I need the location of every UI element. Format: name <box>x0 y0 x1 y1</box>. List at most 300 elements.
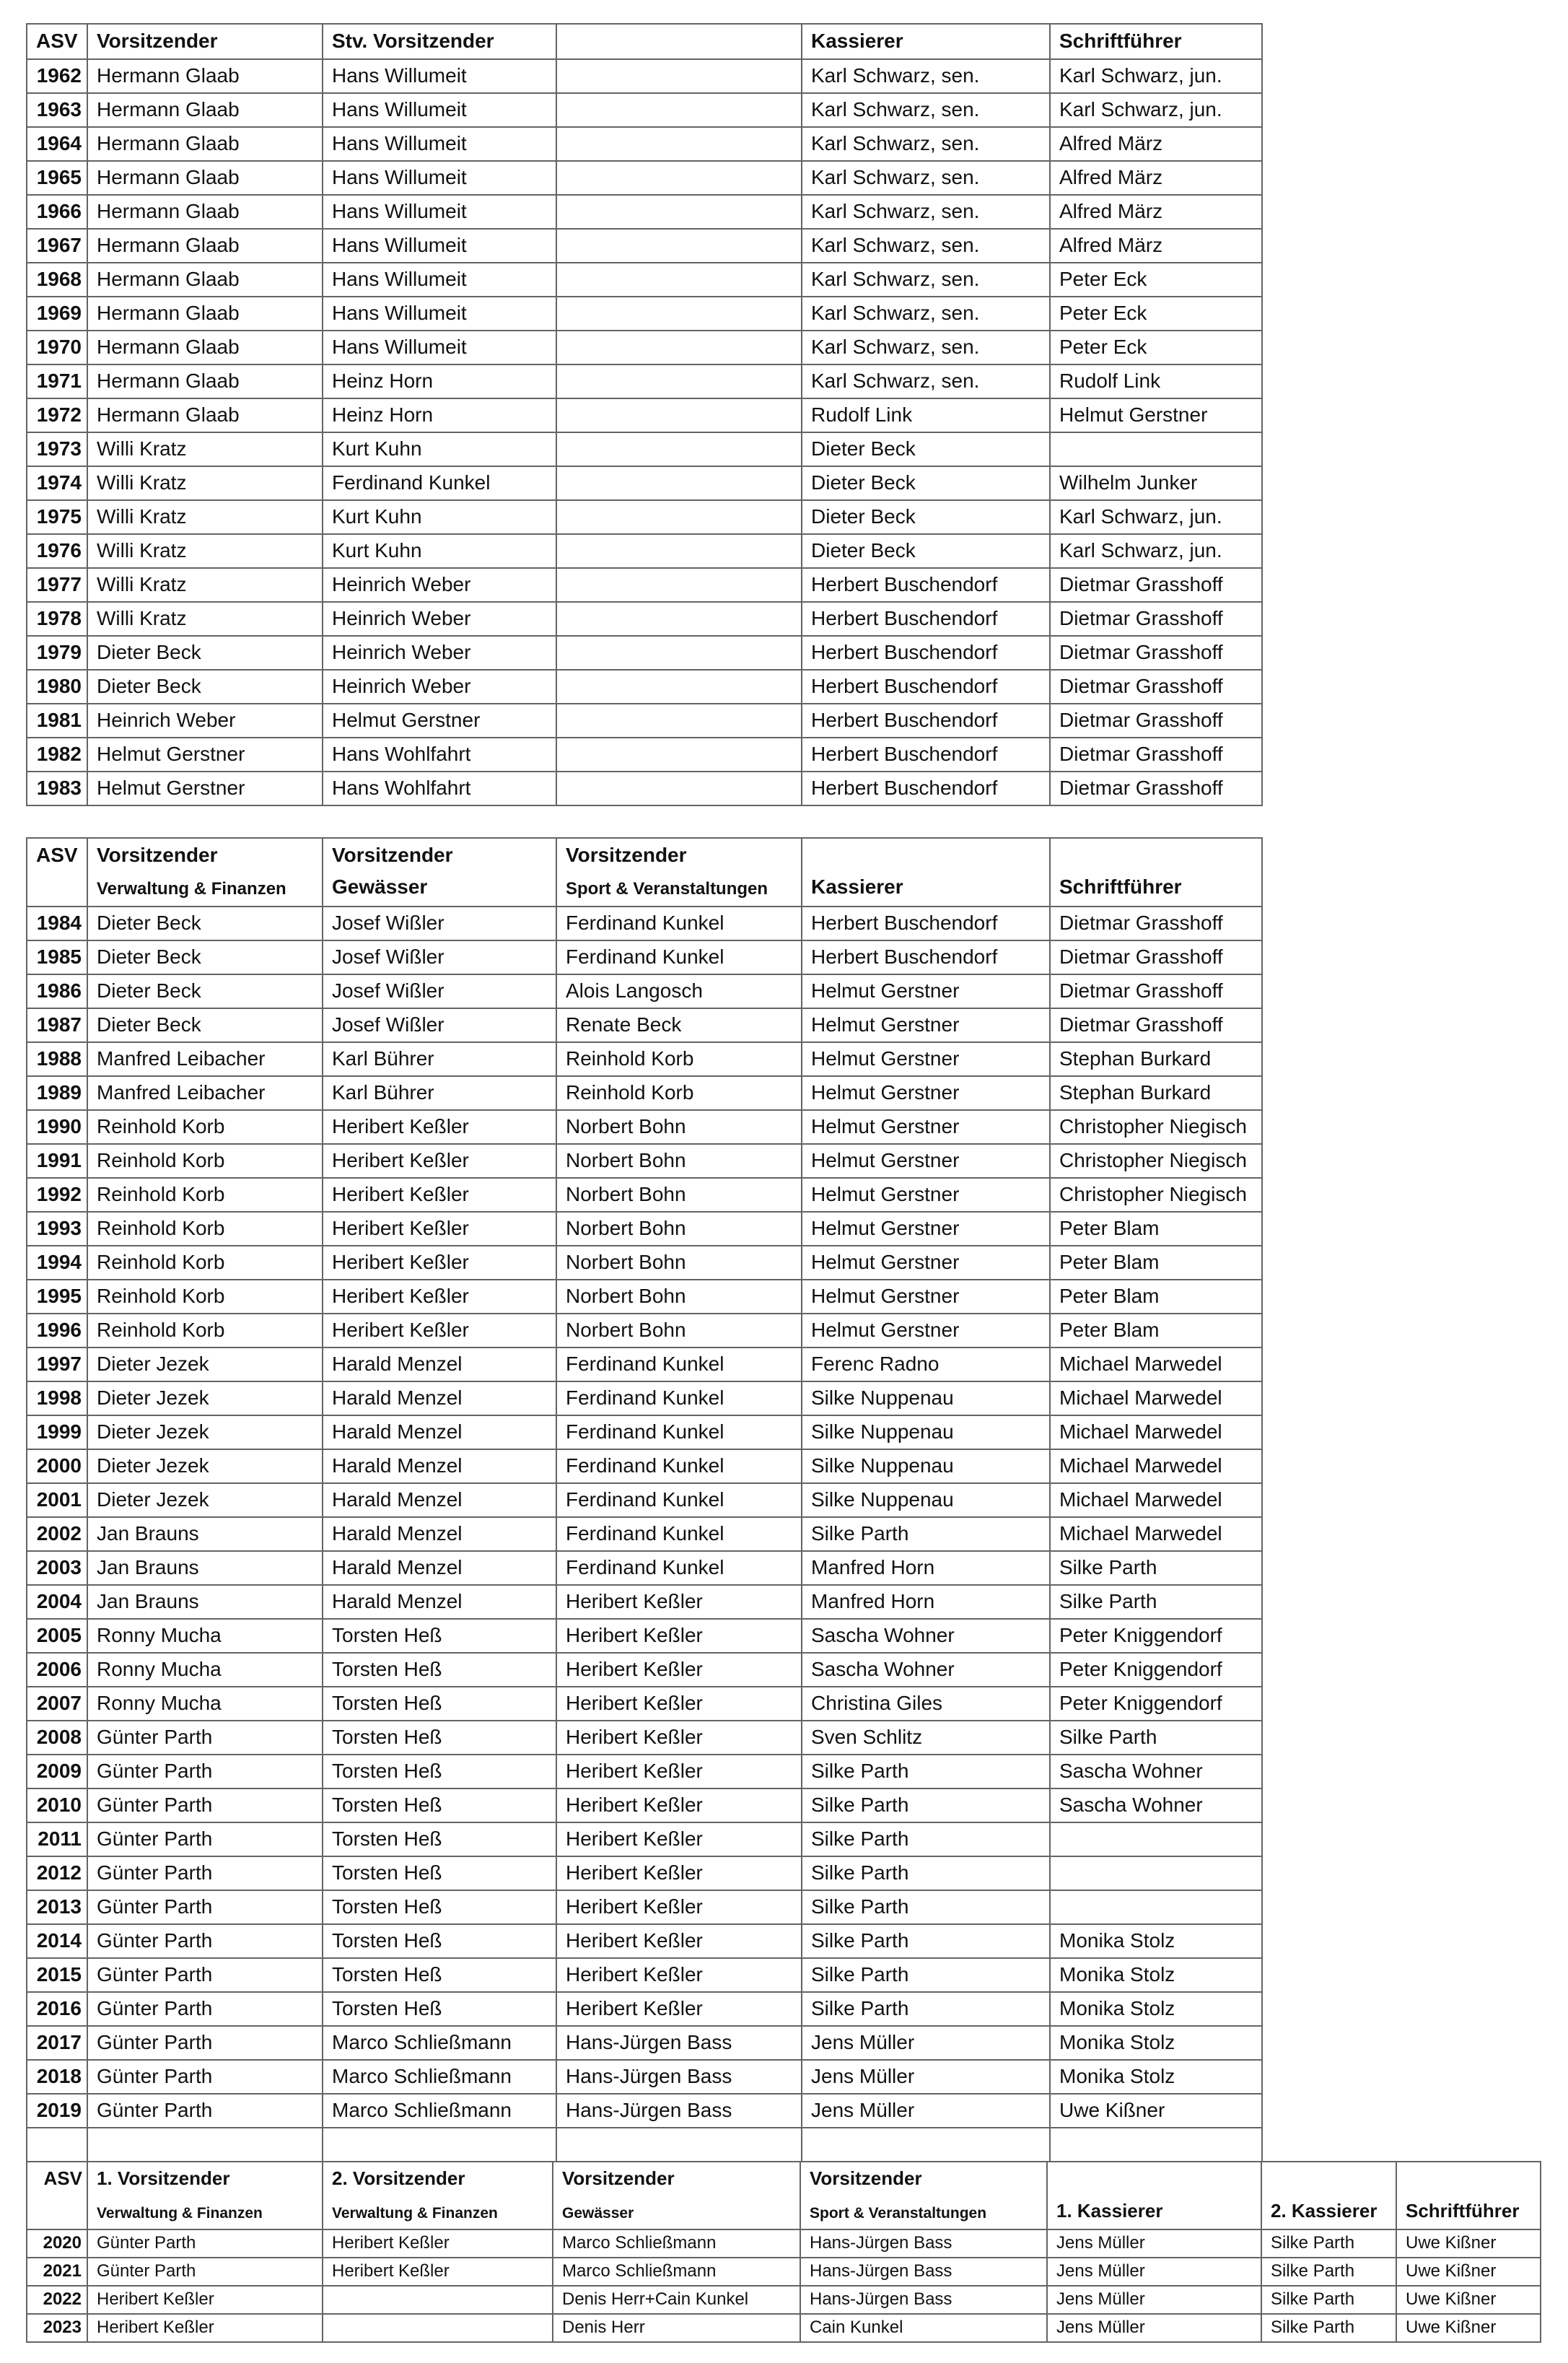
member-name-cell: Josef Wißler <box>323 1009 557 1043</box>
member-name-cell: Torsten Heß <box>323 1687 557 1721</box>
member-name-cell: Silke Nuppenau <box>802 1484 1051 1518</box>
member-name-cell: Hans Willumeit <box>323 230 557 263</box>
year-cell: 1972 <box>27 399 88 433</box>
member-name-cell: Dietmar Grasshoff <box>1051 1009 1263 1043</box>
year-cell: 1998 <box>27 1382 88 1416</box>
member-name-cell: Heinrich Weber <box>323 637 557 671</box>
member-name-cell: Norbert Bohn <box>557 1314 802 1348</box>
member-name-cell: Torsten Heß <box>323 1620 557 1654</box>
member-name-cell: Peter Kniggendorf <box>1051 1620 1263 1654</box>
member-name-cell: Reinhold Korb <box>557 1077 802 1111</box>
member-name-cell: Heribert Keßler <box>557 1857 802 1891</box>
header-sublabel <box>36 880 82 899</box>
year-cell: 2001 <box>27 1484 88 1518</box>
member-name-cell: Helmut Gerstner <box>802 1145 1051 1179</box>
member-name-cell: Hans-Jürgen Bass <box>801 2258 1048 2286</box>
member-name-cell: Heribert Keßler <box>557 1755 802 1789</box>
member-name-cell: Heribert Keßler <box>557 1586 802 1620</box>
member-name-cell: Herbert Buschendorf <box>802 941 1051 975</box>
member-name-cell: Karl Schwarz, sen. <box>802 128 1051 162</box>
member-name-cell: Uwe Kißner <box>1397 2230 1541 2258</box>
member-name-cell: Hans Willumeit <box>323 128 557 162</box>
member-name-cell: Helmut Gerstner <box>802 1009 1051 1043</box>
member-name-cell: Uwe Kißner <box>1397 2315 1541 2343</box>
year-cell: 2012 <box>27 1857 88 1891</box>
member-name-cell: Harald Menzel <box>323 1416 557 1450</box>
member-name-cell: Torsten Heß <box>323 1993 557 2027</box>
member-name-cell: Hermann Glaab <box>88 60 323 94</box>
member-name-cell: Willi Kratz <box>88 603 323 637</box>
member-name-cell <box>557 297 802 331</box>
member-name-cell: Stephan Burkard <box>1051 1077 1263 1111</box>
member-name-cell: Stephan Burkard <box>1051 1043 1263 1077</box>
member-name-cell: Michael Marwedel <box>1051 1450 1263 1484</box>
member-name-cell: Peter Kniggendorf <box>1051 1654 1263 1687</box>
header-label <box>811 844 1045 867</box>
member-name-cell: Norbert Bohn <box>557 1280 802 1314</box>
member-name-cell: Dietmar Grasshoff <box>1051 738 1263 772</box>
member-name-cell: Karl Schwarz, jun. <box>1051 535 1263 569</box>
member-name-cell: Ronny Mucha <box>88 1620 323 1654</box>
year-cell: 1999 <box>27 1416 88 1450</box>
year-cell: 1990 <box>27 1111 88 1145</box>
year-cell: 1976 <box>27 535 88 569</box>
header-label <box>1406 2168 1536 2189</box>
header-label: ASV <box>36 844 78 866</box>
header-label: Vorsitzender <box>97 844 218 866</box>
member-name-cell: Reinhold Korb <box>88 1280 323 1314</box>
member-name-cell: Herbert Buschendorf <box>802 603 1051 637</box>
member-name-cell: Karl Schwarz, sen. <box>802 365 1051 399</box>
year-cell: 1991 <box>27 1145 88 1179</box>
member-name-cell: Dieter Jezek <box>88 1348 323 1382</box>
member-name-cell: Ferdinand Kunkel <box>557 1382 802 1416</box>
member-name-cell: Sascha Wohner <box>1051 1755 1263 1789</box>
member-name-cell: Dieter Beck <box>88 907 323 941</box>
header-sublabel: Gewässer <box>332 875 428 899</box>
member-name-cell: Helmut Gerstner <box>802 1111 1051 1145</box>
member-name-cell: Hermann Glaab <box>88 94 323 128</box>
year-cell: 2022 <box>27 2286 88 2315</box>
member-name-cell <box>557 331 802 365</box>
member-name-cell: Günter Parth <box>88 1925 323 1959</box>
member-name-cell: Helmut Gerstner <box>802 1179 1051 1213</box>
member-name-cell: Norbert Bohn <box>557 1145 802 1179</box>
member-name-cell: Alfred März <box>1051 128 1263 162</box>
member-name-cell: Marco Schließmann <box>323 2027 557 2061</box>
member-name-cell: Torsten Heß <box>323 1721 557 1755</box>
member-name-cell: Heribert Keßler <box>323 1314 557 1348</box>
header-cell <box>557 25 802 60</box>
member-name-cell <box>88 2128 323 2162</box>
member-name-cell: Karl Bührer <box>323 1043 557 1077</box>
member-name-cell <box>557 569 802 603</box>
member-name-cell: Alfred März <box>1051 230 1263 263</box>
member-name-cell: Heribert Keßler <box>557 1789 802 1823</box>
member-name-cell: Helmut Gerstner <box>802 1213 1051 1246</box>
member-name-cell: Torsten Heß <box>323 1925 557 1959</box>
member-name-cell: Peter Blam <box>1051 1314 1263 1348</box>
member-name-cell: Jens Müller <box>802 2027 1051 2061</box>
member-name-cell: Jan Brauns <box>88 1552 323 1586</box>
member-name-cell: Ferenc Radno <box>802 1348 1051 1382</box>
member-name-cell: Helmut Gerstner <box>802 1280 1051 1314</box>
member-name-cell: Monika Stolz <box>1051 2027 1263 2061</box>
year-cell: 1975 <box>27 501 88 535</box>
member-name-cell <box>323 2128 557 2162</box>
year-cell: 1971 <box>27 365 88 399</box>
year-cell: 1996 <box>27 1314 88 1348</box>
member-name-cell: Silke Parth <box>802 1891 1051 1925</box>
member-name-cell: Heribert Keßler <box>557 1620 802 1654</box>
member-name-cell: Heribert Keßler <box>323 1280 557 1314</box>
header-label <box>1056 2168 1256 2189</box>
member-name-cell: Alfred März <box>1051 162 1263 196</box>
member-name-cell: Heribert Keßler <box>323 1179 557 1213</box>
member-name-cell: Silke Parth <box>802 1789 1051 1823</box>
member-name-cell: Josef Wißler <box>323 941 557 975</box>
header-label: Vorsitzender <box>562 2167 675 2189</box>
member-name-cell: Helmut Gerstner <box>88 738 323 772</box>
member-name-cell: Günter Parth <box>88 2027 323 2061</box>
header-label: Vorsitzender <box>810 2167 922 2189</box>
member-name-cell: Monika Stolz <box>1051 1925 1263 1959</box>
member-name-cell: Ferdinand Kunkel <box>557 1518 802 1552</box>
year-cell: 2019 <box>27 2095 88 2128</box>
member-name-cell: Dieter Beck <box>802 535 1051 569</box>
member-name-cell: Dietmar Grasshoff <box>1051 941 1263 975</box>
year-cell: 1986 <box>27 975 88 1009</box>
member-name-cell: Herbert Buschendorf <box>802 907 1051 941</box>
member-name-cell: Hans-Jürgen Bass <box>801 2230 1048 2258</box>
header-cell: ASV <box>27 25 88 60</box>
member-name-cell: Rudolf Link <box>1051 365 1263 399</box>
member-name-cell: Josef Wißler <box>323 975 557 1009</box>
member-name-cell: Dieter Beck <box>88 637 323 671</box>
member-name-cell: Günter Parth <box>88 1823 323 1857</box>
member-name-cell: Monika Stolz <box>1051 1959 1263 1993</box>
member-name-cell: Heribert Keßler <box>557 1823 802 1857</box>
member-name-cell: Wilhelm Junker <box>1051 467 1263 501</box>
member-name-cell: Dietmar Grasshoff <box>1051 603 1263 637</box>
member-name-cell: Günter Parth <box>88 1891 323 1925</box>
member-name-cell: Heinz Horn <box>323 399 557 433</box>
member-name-cell: Ferdinand Kunkel <box>557 907 802 941</box>
member-name-cell: Willi Kratz <box>88 535 323 569</box>
member-name-cell: Silke Parth <box>1262 2230 1397 2258</box>
header-label: 1. Vorsitzender <box>97 2167 230 2189</box>
member-name-cell: Harald Menzel <box>323 1484 557 1518</box>
member-name-cell: Ronny Mucha <box>88 1654 323 1687</box>
member-name-cell: Uwe Kißner <box>1397 2286 1541 2315</box>
member-name-cell: Willi Kratz <box>88 569 323 603</box>
member-name-cell: Torsten Heß <box>323 1891 557 1925</box>
member-name-cell: Peter Blam <box>1051 1280 1263 1314</box>
member-name-cell: Silke Parth <box>1262 2286 1397 2315</box>
year-cell: 1970 <box>27 331 88 365</box>
member-name-cell: Dietmar Grasshoff <box>1051 975 1263 1009</box>
member-name-cell: Ferdinand Kunkel <box>323 467 557 501</box>
header-cell <box>553 2162 801 2230</box>
header-sublabel: 2. Kassierer <box>1271 2200 1378 2222</box>
year-cell: 2000 <box>27 1450 88 1484</box>
member-name-cell: Herbert Buschendorf <box>802 671 1051 704</box>
member-name-cell: Torsten Heß <box>323 1959 557 1993</box>
member-name-cell: Karl Bührer <box>323 1077 557 1111</box>
member-name-cell: Jens Müller <box>1048 2230 1262 2258</box>
member-name-cell <box>557 263 802 297</box>
header-cell <box>802 839 1051 907</box>
year-cell: 2006 <box>27 1654 88 1687</box>
header-cell <box>1262 2162 1397 2230</box>
member-name-cell <box>557 535 802 569</box>
member-name-cell: Helmut Gerstner <box>802 1077 1051 1111</box>
header-cell <box>323 839 557 907</box>
member-name-cell <box>557 603 802 637</box>
year-cell: 1992 <box>27 1179 88 1213</box>
header-cell: Kassierer <box>802 25 1051 60</box>
member-name-cell <box>1051 1891 1263 1925</box>
member-name-cell: Hans Willumeit <box>323 162 557 196</box>
header-sublabel: Kassierer <box>811 875 903 899</box>
year-cell: 1985 <box>27 941 88 975</box>
member-name-cell: Norbert Bohn <box>557 1179 802 1213</box>
member-name-cell: Dieter Beck <box>88 671 323 704</box>
member-name-cell: Heribert Keßler <box>557 1654 802 1687</box>
member-name-cell <box>557 671 802 704</box>
member-name-cell: Heinrich Weber <box>323 603 557 637</box>
year-cell: 1983 <box>27 772 88 806</box>
member-name-cell: Hermann Glaab <box>88 196 323 230</box>
member-name-cell: Reinhold Korb <box>88 1111 323 1145</box>
member-name-cell: Herbert Buschendorf <box>802 704 1051 738</box>
header-cell <box>88 839 323 907</box>
member-name-cell: Sascha Wohner <box>1051 1789 1263 1823</box>
header-cell <box>27 2162 88 2230</box>
member-name-cell: Heinrich Weber <box>88 704 323 738</box>
member-name-cell <box>557 637 802 671</box>
member-name-cell: Christopher Niegisch <box>1051 1179 1263 1213</box>
member-name-cell: Sven Schlitz <box>802 1721 1051 1755</box>
member-name-cell: Torsten Heß <box>323 1789 557 1823</box>
year-cell: 1963 <box>27 94 88 128</box>
member-name-cell <box>557 60 802 94</box>
header-sublabel: Verwaltung & Finanzen <box>332 2204 498 2222</box>
year-cell: 2008 <box>27 1721 88 1755</box>
member-name-cell: Hans Willumeit <box>323 196 557 230</box>
member-name-cell: Silke Nuppenau <box>802 1382 1051 1416</box>
member-name-cell: Christina Giles <box>802 1687 1051 1721</box>
member-name-cell: Karl Schwarz, sen. <box>802 297 1051 331</box>
member-name-cell: Hermann Glaab <box>88 297 323 331</box>
member-name-cell: Heribert Keßler <box>323 1213 557 1246</box>
year-cell: 1993 <box>27 1213 88 1246</box>
member-name-cell: Hans Willumeit <box>323 331 557 365</box>
member-name-cell: Hans-Jürgen Bass <box>801 2286 1048 2315</box>
member-name-cell: Dieter Beck <box>802 433 1051 467</box>
header-sublabel: Schriftführer <box>1406 2200 1520 2222</box>
member-name-cell: Kurt Kuhn <box>323 433 557 467</box>
member-name-cell: Ferdinand Kunkel <box>557 1450 802 1484</box>
member-name-cell: Ronny Mucha <box>88 1687 323 1721</box>
year-cell: 1969 <box>27 297 88 331</box>
member-name-cell: Silke Nuppenau <box>802 1450 1051 1484</box>
member-name-cell: Ferdinand Kunkel <box>557 941 802 975</box>
member-name-cell <box>557 399 802 433</box>
member-name-cell: Reinhold Korb <box>88 1246 323 1280</box>
member-name-cell: Karl Schwarz, sen. <box>802 331 1051 365</box>
member-name-cell: Willi Kratz <box>88 501 323 535</box>
year-cell: 2023 <box>27 2315 88 2343</box>
year-cell: 2009 <box>27 1755 88 1789</box>
member-name-cell: Hans Wohlfahrt <box>323 738 557 772</box>
member-name-cell: Hermann Glaab <box>88 162 323 196</box>
member-name-cell: Manfred Horn <box>802 1552 1051 1586</box>
member-name-cell: Jens Müller <box>1048 2315 1262 2343</box>
member-name-cell: Herbert Buschendorf <box>802 772 1051 806</box>
year-cell: 1982 <box>27 738 88 772</box>
member-name-cell: Silke Parth <box>802 1823 1051 1857</box>
member-name-cell: Silke Parth <box>1262 2258 1397 2286</box>
member-name-cell: Torsten Heß <box>323 1755 557 1789</box>
member-name-cell: Marco Schließmann <box>553 2230 801 2258</box>
member-name-cell: Hans Willumeit <box>323 60 557 94</box>
header-label: 2. Vorsitzender <box>332 2167 465 2189</box>
member-name-cell: Heribert Keßler <box>88 2286 323 2315</box>
member-name-cell: Harald Menzel <box>323 1552 557 1586</box>
member-name-cell: Karl Schwarz, jun. <box>1051 94 1263 128</box>
member-name-cell: Karl Schwarz, jun. <box>1051 60 1263 94</box>
year-cell: 1978 <box>27 603 88 637</box>
header-cell: Schriftführer <box>1051 25 1263 60</box>
member-name-cell: Harald Menzel <box>323 1518 557 1552</box>
year-cell: 2010 <box>27 1789 88 1823</box>
member-name-cell: Silke Parth <box>802 1755 1051 1789</box>
year-cell: 2013 <box>27 1891 88 1925</box>
member-name-cell: Hans Wohlfahrt <box>323 772 557 806</box>
member-name-cell: Silke Parth <box>1051 1721 1263 1755</box>
member-name-cell: Karl Schwarz, sen. <box>802 230 1051 263</box>
member-name-cell: Dieter Jezek <box>88 1382 323 1416</box>
member-name-cell: Sascha Wohner <box>802 1620 1051 1654</box>
member-name-cell: Dietmar Grasshoff <box>1051 671 1263 704</box>
member-name-cell: Hans Willumeit <box>323 297 557 331</box>
member-name-cell: Dieter Beck <box>802 501 1051 535</box>
member-name-cell: Norbert Bohn <box>557 1246 802 1280</box>
member-name-cell: Jens Müller <box>1048 2286 1262 2315</box>
year-cell: 1994 <box>27 1246 88 1280</box>
member-name-cell: Silke Parth <box>1051 1586 1263 1620</box>
member-name-cell: Hans-Jürgen Bass <box>557 2095 802 2128</box>
year-cell: 1965 <box>27 162 88 196</box>
member-name-cell <box>557 467 802 501</box>
member-name-cell <box>557 772 802 806</box>
member-name-cell: Günter Parth <box>88 1755 323 1789</box>
year-cell: 1974 <box>27 467 88 501</box>
year-cell: 2007 <box>27 1687 88 1721</box>
member-name-cell: Harald Menzel <box>323 1382 557 1416</box>
member-name-cell: Torsten Heß <box>323 1654 557 1687</box>
member-name-cell <box>1051 433 1263 467</box>
year-cell: 1988 <box>27 1043 88 1077</box>
member-name-cell: Herbert Buschendorf <box>802 569 1051 603</box>
year-cell: 2005 <box>27 1620 88 1654</box>
header-sublabel: Sport & Veranstaltungen <box>810 2204 987 2222</box>
member-name-cell: Manfred Horn <box>802 1586 1051 1620</box>
member-name-cell: Peter Kniggendorf <box>1051 1687 1263 1721</box>
member-name-cell <box>557 94 802 128</box>
header-label <box>1059 844 1257 867</box>
member-name-cell: Heribert Keßler <box>557 1891 802 1925</box>
year-cell: 1962 <box>27 60 88 94</box>
member-name-cell: Günter Parth <box>88 2230 323 2258</box>
member-name-cell: Hermann Glaab <box>88 128 323 162</box>
year-cell: 2016 <box>27 1993 88 2027</box>
member-name-cell: Norbert Bohn <box>557 1213 802 1246</box>
member-name-cell: Willi Kratz <box>88 467 323 501</box>
member-name-cell: Heribert Keßler <box>323 1111 557 1145</box>
member-name-cell: Heinrich Weber <box>323 569 557 603</box>
member-name-cell: Helmut Gerstner <box>323 704 557 738</box>
member-name-cell <box>557 230 802 263</box>
member-name-cell: Rudolf Link <box>802 399 1051 433</box>
member-name-cell <box>557 704 802 738</box>
member-name-cell: Kurt Kuhn <box>323 501 557 535</box>
member-name-cell: Christopher Niegisch <box>1051 1111 1263 1145</box>
year-cell: 1966 <box>27 196 88 230</box>
header-sublabel: Verwaltung & Finanzen <box>97 878 286 899</box>
member-name-cell: Silke Parth <box>802 1518 1051 1552</box>
header-cell: Stv. Vorsitzender <box>323 25 557 60</box>
member-name-cell: Peter Eck <box>1051 331 1263 365</box>
member-name-cell: Herbert Buschendorf <box>802 738 1051 772</box>
header-cell <box>801 2162 1048 2230</box>
year-cell: 1968 <box>27 263 88 297</box>
header-label <box>1271 2168 1391 2189</box>
header-cell <box>1397 2162 1541 2230</box>
year-cell: 1973 <box>27 433 88 467</box>
header-cell <box>323 2162 553 2230</box>
year-cell: 2017 <box>27 2027 88 2061</box>
member-name-cell: Dietmar Grasshoff <box>1051 907 1263 941</box>
member-name-cell: Marco Schließmann <box>553 2258 801 2286</box>
member-name-cell: Hermann Glaab <box>88 331 323 365</box>
header-cell <box>88 2162 323 2230</box>
member-name-cell: Heinrich Weber <box>323 671 557 704</box>
header-cell <box>557 839 802 907</box>
member-name-cell: Uwe Kißner <box>1051 2095 1263 2128</box>
member-name-cell: Günter Parth <box>88 1959 323 1993</box>
year-cell: 2018 <box>27 2061 88 2095</box>
member-name-cell: Günter Parth <box>88 1721 323 1755</box>
member-name-cell: Reinhold Korb <box>88 1179 323 1213</box>
year-cell: 1979 <box>27 637 88 671</box>
member-name-cell: Renate Beck <box>557 1009 802 1043</box>
member-name-cell: Ferdinand Kunkel <box>557 1348 802 1382</box>
member-name-cell: Norbert Bohn <box>557 1111 802 1145</box>
member-name-cell: Günter Parth <box>88 2258 323 2286</box>
committee-table-1962-1983 <box>26 23 1263 806</box>
year-cell: 1964 <box>27 128 88 162</box>
member-name-cell: Michael Marwedel <box>1051 1348 1263 1382</box>
member-name-cell: Jens Müller <box>1048 2258 1262 2286</box>
member-name-cell: Reinhold Korb <box>88 1213 323 1246</box>
member-name-cell: Jan Brauns <box>88 1518 323 1552</box>
year-cell: 1997 <box>27 1348 88 1382</box>
header-label: Vorsitzender <box>566 844 687 866</box>
year-cell: 1980 <box>27 671 88 704</box>
member-name-cell <box>323 2286 553 2315</box>
